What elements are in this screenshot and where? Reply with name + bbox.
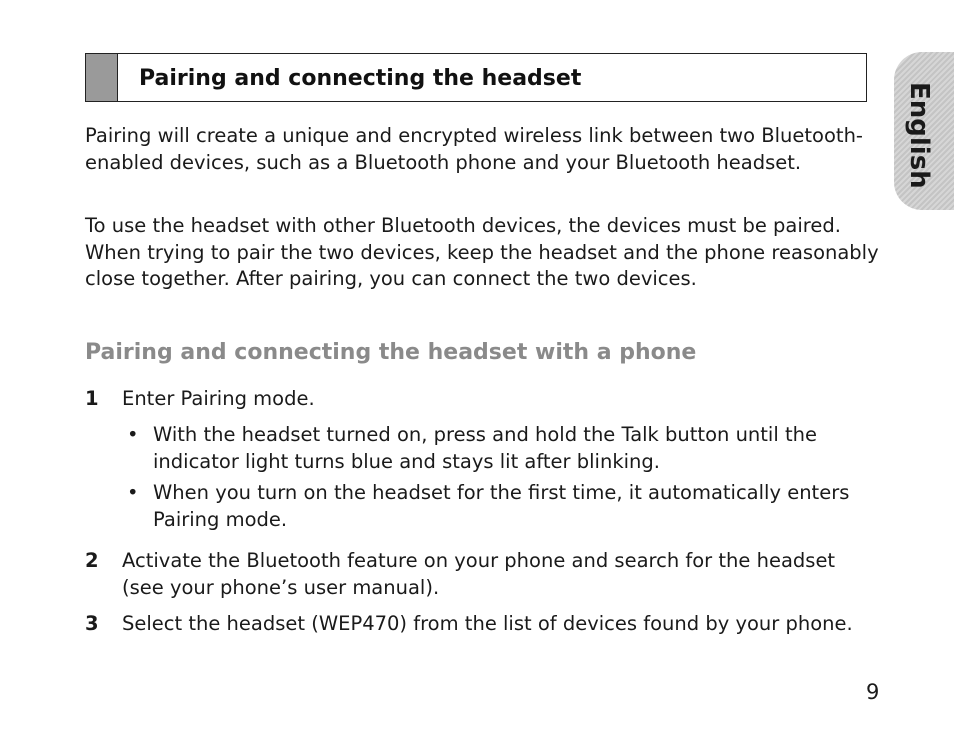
bullet-dot: • [127,481,139,504]
section-header-bar [86,54,118,101]
step-text: Activate the Bluetooth feature on your phone and search for the headset (see your phone’s user manual). [122,549,836,599]
usage-paragraph: To use the headset with other Bluetooth devices, the devices must be paired. When trying to pair the two devices, keep the headset and the phone reasonably close together. After pairing, you can connect the two devices. [85,214,879,290]
step-number: 3 [85,612,99,635]
bullet-text: When you turn on the headset for the first time, it automatically enters Pairing mode. [153,481,850,531]
bullet-text: With the headset turned on, press and hold the Talk button until the indicator light turns blue and stays lit after blinking. [153,423,817,473]
subheading: Pairing and connecting the headset with a phone [85,340,697,365]
step-number: 1 [85,387,99,410]
step-text: Enter Pairing mode. [122,387,315,410]
language-tab-label: English [904,82,934,189]
bullet-dot: • [127,423,139,446]
step-number: 2 [85,549,99,572]
section-header [85,53,867,102]
page-number: 9 [866,680,880,704]
section-title: Pairing and connecting the headset [139,66,582,91]
intro-paragraph: Pairing will create a unique and encrypted wireless link between two Bluetooth-enabled devices, such as a Bluetooth phone and your Bluetooth headset. [85,124,863,174]
language-tab [894,52,954,210]
step-text: Select the headset (WEP470) from the list of devices found by your phone. [122,612,853,635]
